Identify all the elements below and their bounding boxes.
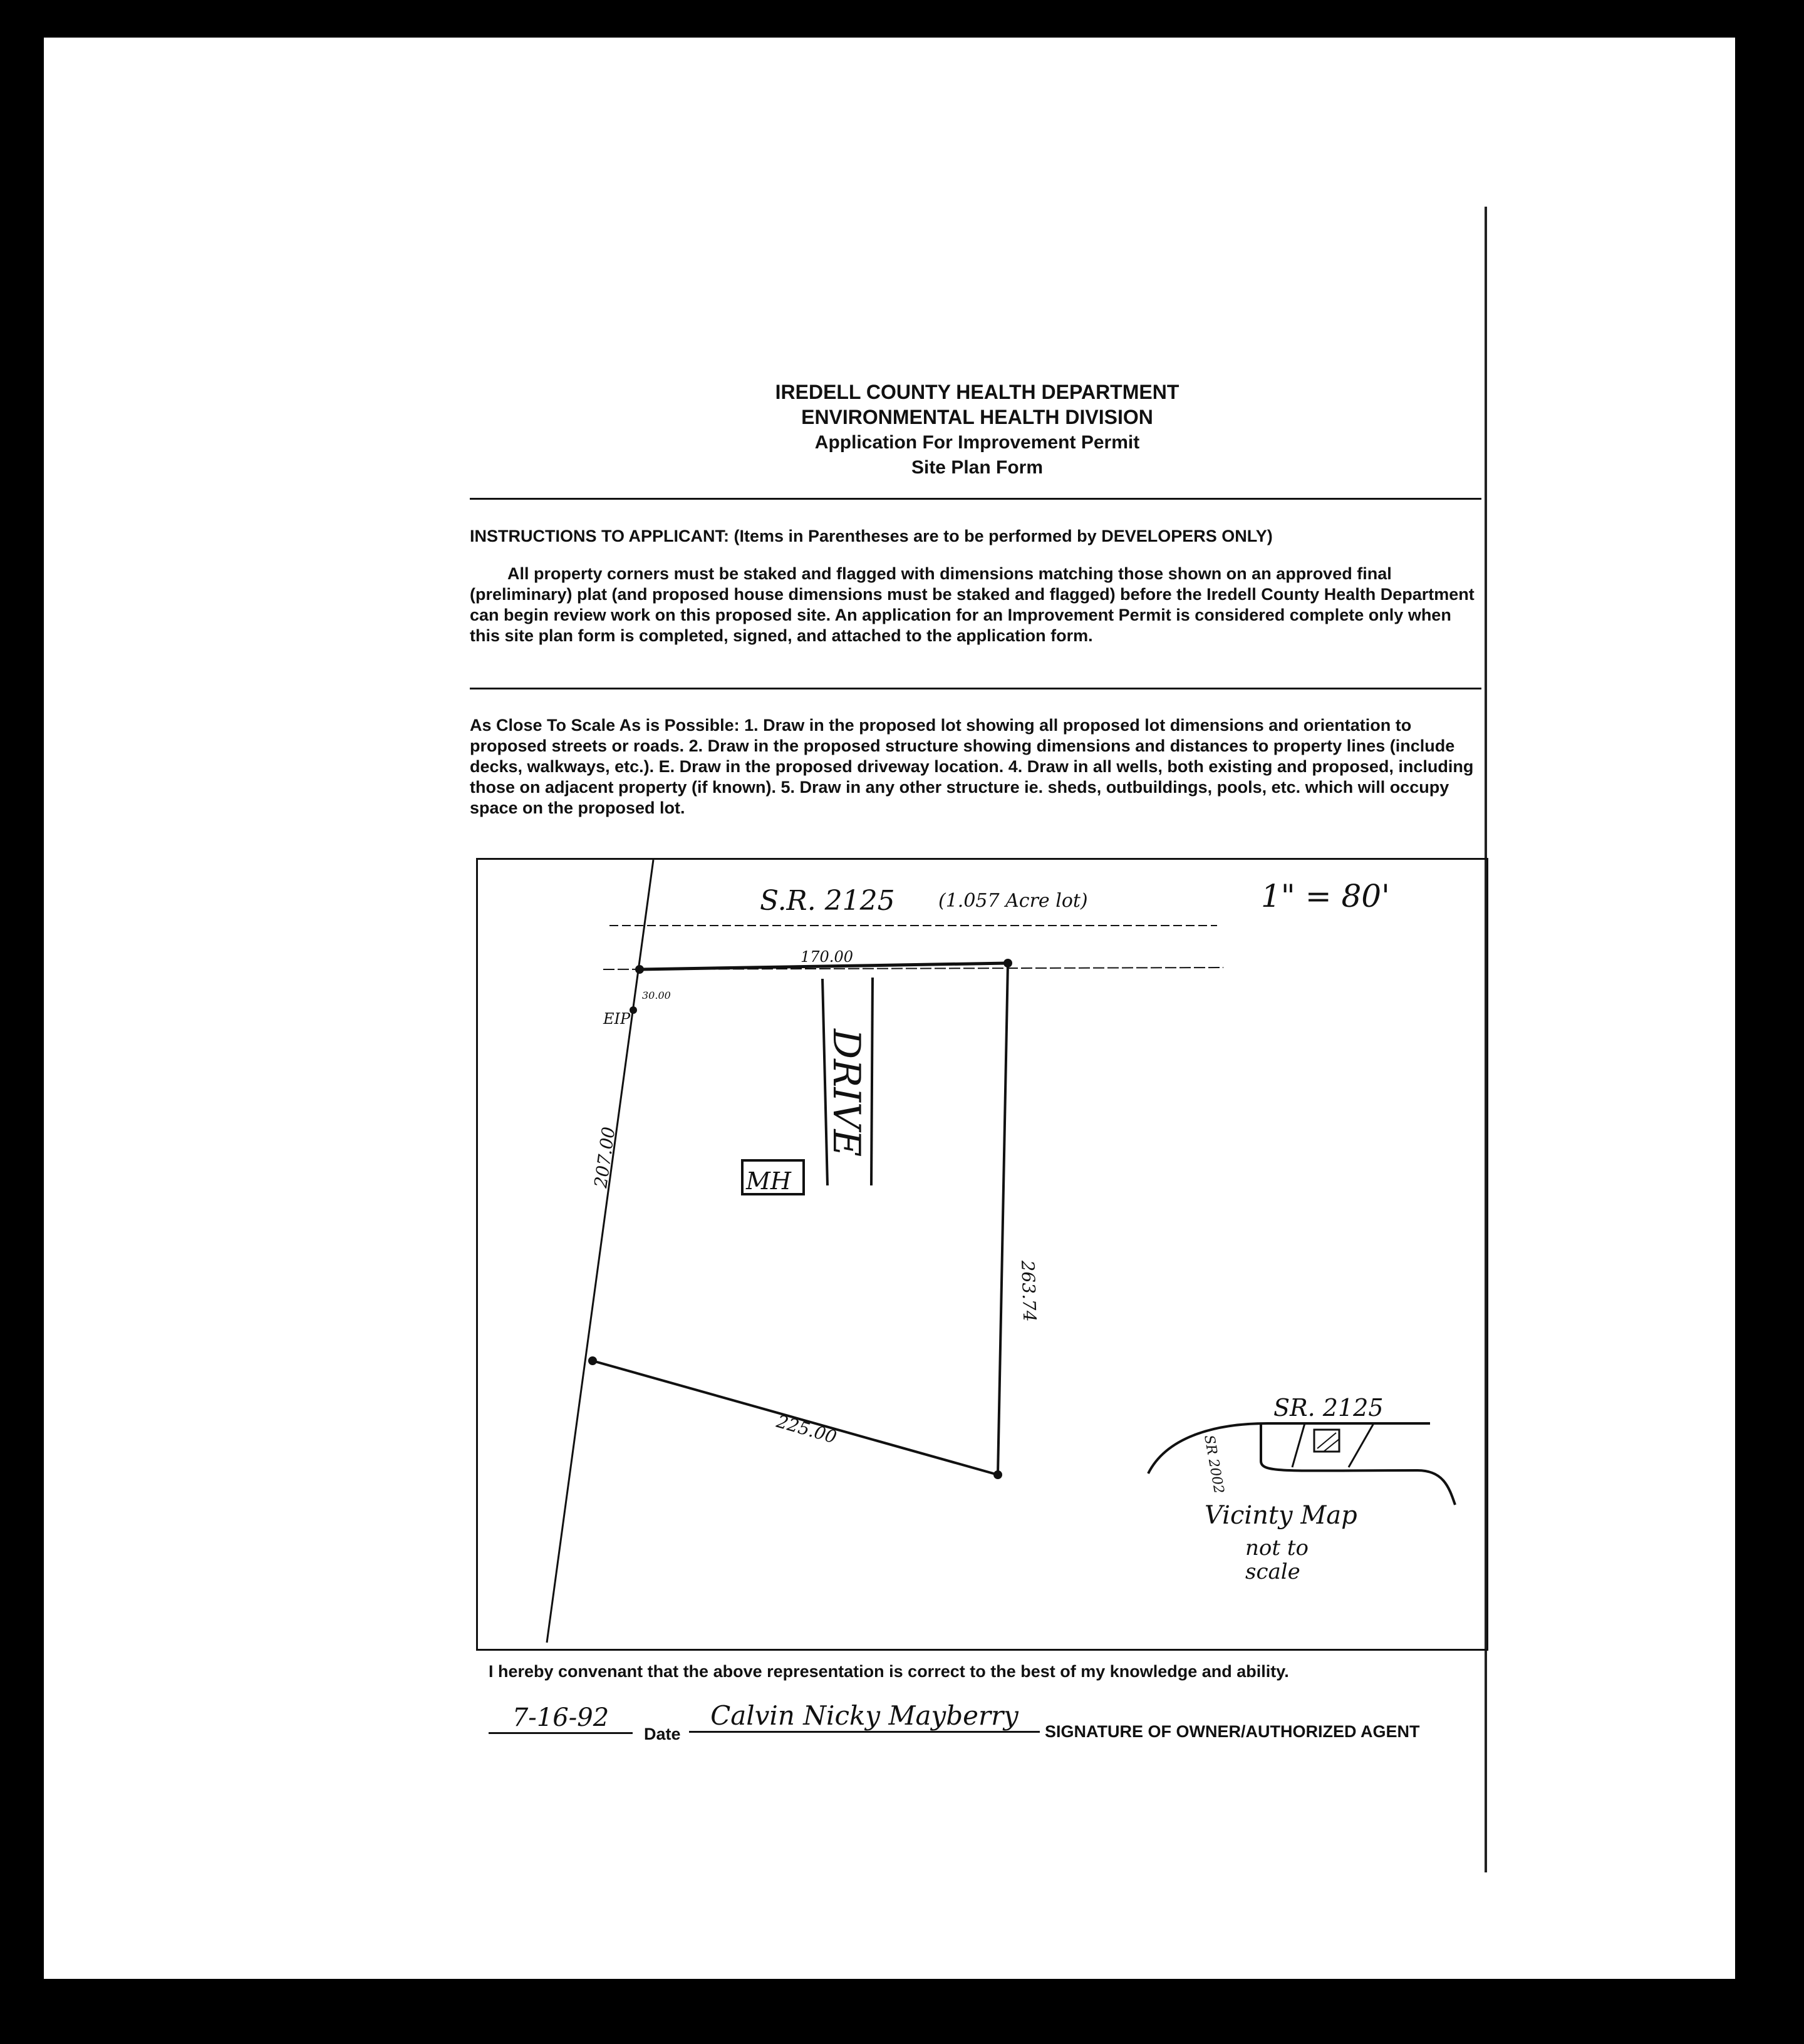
vicinity-map-title: Vicinty Map <box>1205 1501 1357 1530</box>
vicinity-lot-line <box>1292 1423 1305 1467</box>
vicinity-road-line <box>1148 1423 1430 1474</box>
instructions-heading: INSTRUCTIONS TO APPLICANT: (Items in Parentheses are to be performed by DEVELOPERS ONLY) <box>470 527 1273 545</box>
lot-corner-marker <box>588 1356 597 1365</box>
department-title: IREDELL COUNTY HEALTH DEPARTMENT <box>775 381 1179 403</box>
mobile-home-label: MH <box>746 1167 792 1195</box>
vicinity-lot-line <box>1349 1423 1374 1467</box>
road-label: S.R. 2125 <box>760 885 895 917</box>
divider <box>470 498 1481 500</box>
driveway-label: DRIVE <box>824 1029 868 1157</box>
scale-instructions-body: 1. Draw in the proposed lot showing all proposed lot dimensions and orientation to proposed streets or roads. 2. Draw in the proposed structure showing dimensions and distances to property lines (include decks, walkways, etc.). E. Draw in the proposed driveway location. 4. Draw in all wells, both existing and proposed, including those on adjacent property (if known). 5. Draw in any other structure ie. sheds, outbuildings, pools, etc. which will occupy space on the proposed lot. <box>470 716 1474 817</box>
east-dimension: 263.74 <box>1017 1260 1040 1323</box>
instructions-body: All property corners must be staked and flagged with dimensions matching those shown on an approved final (preliminary) plat (and proposed house dimensions must be staked and flagged) before the Iredell County Health Department can begin review work on this proposed site. An application for an Improvement Permit is considered complete only when this site plan form is completed, signed, and attached to the application form. <box>470 564 1475 645</box>
site-plan-sketch <box>478 860 1486 1649</box>
vicinity-road-label: SR. 2125 <box>1273 1394 1384 1422</box>
signature-label: SIGNATURE OF OWNER/AUTHORIZED AGENT <box>1045 1722 1420 1741</box>
scale-instructions <box>470 715 1481 818</box>
date-label: Date <box>644 1725 681 1743</box>
lot-corner-marker <box>1003 959 1012 968</box>
vicinity-side-road-line <box>1261 1423 1455 1505</box>
lot-corner-marker <box>630 1006 637 1014</box>
front-dimension: 170.00 <box>801 948 853 966</box>
lot-acreage-label: (1.057 Acre lot) <box>938 890 1088 912</box>
site-plan-drawing <box>476 858 1488 1651</box>
scanned-page <box>44 38 1735 1979</box>
vicinity-note: not to <box>1245 1536 1309 1561</box>
date-value: 7-16-92 <box>489 1703 633 1734</box>
owner-signature: Calvin Nicky Mayberry <box>689 1700 1040 1733</box>
west-dimension: 207.00 <box>590 1125 619 1189</box>
divider <box>470 688 1481 689</box>
lot-west-line <box>547 860 653 1643</box>
vicinity-side-road-label: SR 2002 <box>1201 1433 1227 1495</box>
form-name: Site Plan Form <box>911 457 1044 478</box>
form-subtitle: Application For Improvement Permit <box>814 432 1140 453</box>
site-plan-form <box>470 207 1487 1872</box>
lot-corner-marker <box>635 965 644 974</box>
certification-statement: I hereby convenant that the above representation is correct to the best of my knowledge and ability. <box>489 1662 1289 1681</box>
scale-label: 1" = 80' <box>1261 878 1390 914</box>
iron-pipe-label: EIP <box>603 1010 631 1028</box>
rear-dimension: 225.00 <box>774 1411 839 1448</box>
offset-dimension: 30.00 <box>642 989 671 1001</box>
scale-instructions-lead: As Close To Scale As is Possible: <box>470 716 740 735</box>
driveway-edge <box>871 978 873 1185</box>
lot-corner-marker <box>993 1470 1002 1479</box>
vicinity-lot-hatch <box>1317 1433 1336 1448</box>
division-title: ENVIRONMENTAL HEALTH DIVISION <box>801 406 1153 428</box>
vicinity-note: scale <box>1245 1559 1300 1584</box>
lot-east-line <box>998 963 1008 1475</box>
